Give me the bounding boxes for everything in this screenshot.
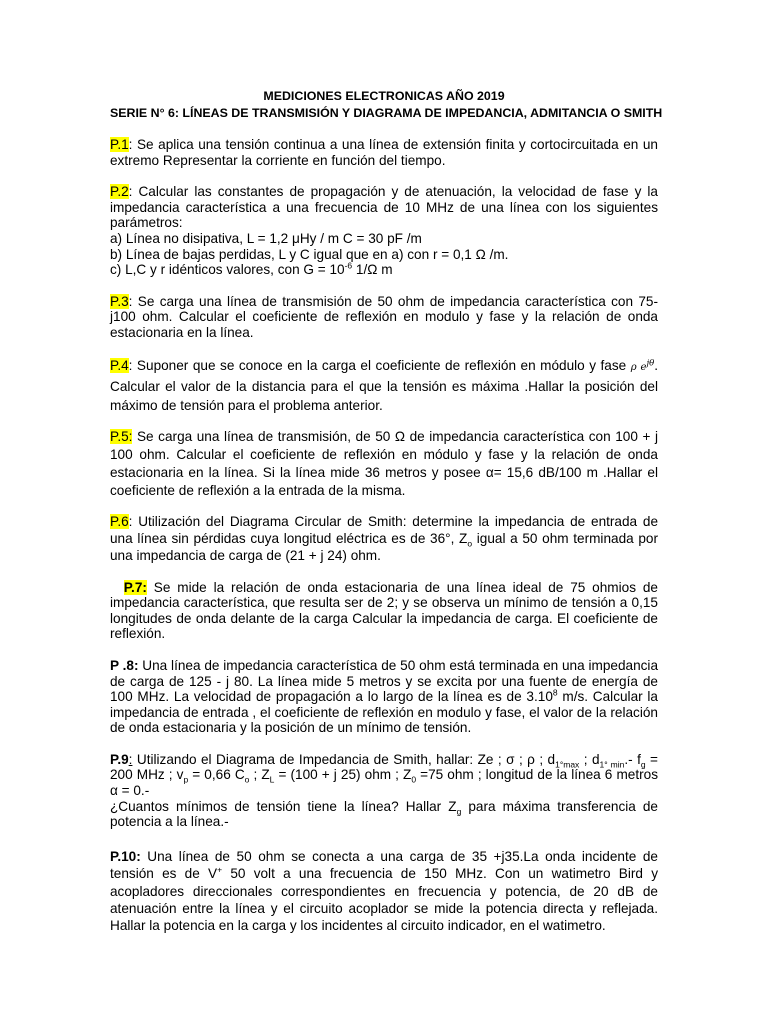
problem-text-cont: . Calcular el valor de la distancia para el que la tensión es máxima .Hallar la posición del máximo de tensión para el problema anterior. [110,357,658,413]
problem-text: Se mide la relación de onda estacionaria de una línea ideal de 75 ohmios de impedancia característica, que resulta ser de 2; y se observa un mínimo de tensión a 0,15 longitudes de onda delante de la carga Calcular la impedancia de carga. El coeficiente de reflexión. [110,579,658,642]
problem-1 [110,137,658,168]
problem-number: P.5: [110,428,133,444]
problem-number: P .8: [110,657,139,673]
problem-text: Una línea de 50 ohm se conecta a una carga de 35 +j35.La onda incidente de tensión es de V [110,848,658,882]
problem-number: P.4 [110,357,129,373]
problem-number: P.3 [110,293,129,309]
problem-7 [110,580,658,642]
problem-text: : Se carga una línea de transmisión de 50 ohm de impedancia característica con 75-j100 ohm. Calcular el coeficiente de reflexión en modulo y fase y la relación de onda estacionaria en la línea. [110,293,658,340]
document-subtitle: SERIE N° 6: LÍNEAS DE TRANSMISIÓN Y DIAGRAMA DE IMPEDANCIA, ADMITANCIA O SMITH [110,106,663,120]
problem-4 [110,356,658,415]
document-title: MEDICIONES ELECTRONICAS AÑO 2019 [263,89,505,103]
problem-text: Se carga una línea de transmisión, de 50 Ω de impedancia característica con 100 + j 100 ohm. Calcular el coeficiente de reflexión en módulo y fase y la relación de onda estacionaria en la línea. Si la línea mide 36 metros y posee α= 15,6 dB/100 m .Hallar el coeficiente de reflexión a la entrada de la misma. [110,428,658,498]
problem-9: P.9: Utilizando el Diagrama de Impedancia de Smith, hallar: Ze ; σ ; ρ ; $d_{1^\circ max}$ ; $d_{1^\circ min}.-$ $f_g = 200$ MHz ; $v_p = 0,66$ $C_o$ ; $Z_L = (100 + j$ 25) ohm ; $Z_0 =75$ ohm ; longitud de la línea 6 metros α = 0.- ¿Cuantos mínimos de tensión tiene la línea? Hallar $Z_g$ para máxima transferencia de potencia a la línea.- [110,751,658,830]
problem-number: P.7: [123,579,147,595]
problem-9-question: ¿Cuantos mínimos de tensión tiene la línea? Hallar $Z_g$ para máxima transferencia de potencia a la línea.- [110,798,658,830]
problem-text: : Se aplica una tensión continua a una línea de extensión finita y cortocircuitada en un extremo Representar la corriente en función del tiempo. [110,137,658,168]
problem-6: P.6: Utilización del Diagrama Circular de Smith: determine la impedancia de entrada de una línea sin pérdidas cuya longitud eléctrica es de 36°, $Z_o$ igual a 50 ohm terminada por una impedancia de carga de (21 + j 24) ohm. [110,513,658,563]
reflection-formula: ρ $e^{j\theta}$ [630,358,655,373]
problem-text: : Utilización del Diagrama Circular de Smith: determine la impedancia de entrada de una línea sin pérdidas cuya longitud eléctrica es de 36°, Z [110,513,658,546]
problem-2-item-c: c) L,C y r idénticos valores, con $G = 10^{-6}$ 1/Ω m [110,260,393,278]
problem-number: P.6 [110,513,129,529]
problem-2-item-a: a) Línea no disipativa, L = 1,2 μHy / m C = 30 pF /m [110,230,422,246]
problem-number: P.1 [110,137,129,152]
problem-8: P .8: Una línea de impedancia característica de 50 ohm está terminada en una impedancia de carga de 125 - j 80. La línea mide 5 metros y se excita por una fuente de energía de 100 MHz. La velocidad de propagación a lo largo de la línea es de 3.10$^8$ m/s. Calcular la impedancia de entrada , el coeficiente de reflexión en modulo y fase, el valor de la relación de onda estacionaria y la posición de un mínimo de tensión. [110,657,659,736]
problem-text: : Calcular las constantes de propagación y de atenuación, la velocidad de fase y la impedancia característica a una frecuencia de 10 MHz de una línea con los siguientes parámetros: [110,184,658,231]
problem-2-item-b: b) Línea de bajas perdidas, L y C igual que en a) con r = 0,1 Ω /m. [110,246,509,262]
problem-2 [110,184,658,278]
problem-number: P.10: [110,848,141,864]
problem-5 [110,428,658,500]
problem-10: P.10: Una línea de 50 ohm se conecta a una carga de 35 +j35.La onda incidente de tensión es de V+ 50 volt a una frecuencia de 150 MHz. Con un watimetro Bird y acopladores direccionales correspondientes en frecuencia y potencia, de 20 dB de atenuación entre la línea y el circuito acoplador se mide la potencia directa y reflejada. Hallar la potencia en la carga y los incidentes al circuito indicador, en el watimetro. [110,848,658,934]
problem-text: Una línea de impedancia característica de 50 ohm está terminada en una impedancia de carga de 125 - j 80. La línea mide 5 metros y se excita por una fuente de energía de 100 MHz. La velocidad de propagación a lo largo de la línea es de 3.10 [110,657,659,705]
problem-number: P.2 [110,184,129,200]
problem-text: : Suponer que se conoce en la carga el coeficiente de reflexión en módulo y fase [128,357,627,373]
document-page [110,88,663,935]
problem-3 [110,294,658,341]
problem-number: P.9 [110,751,129,767]
